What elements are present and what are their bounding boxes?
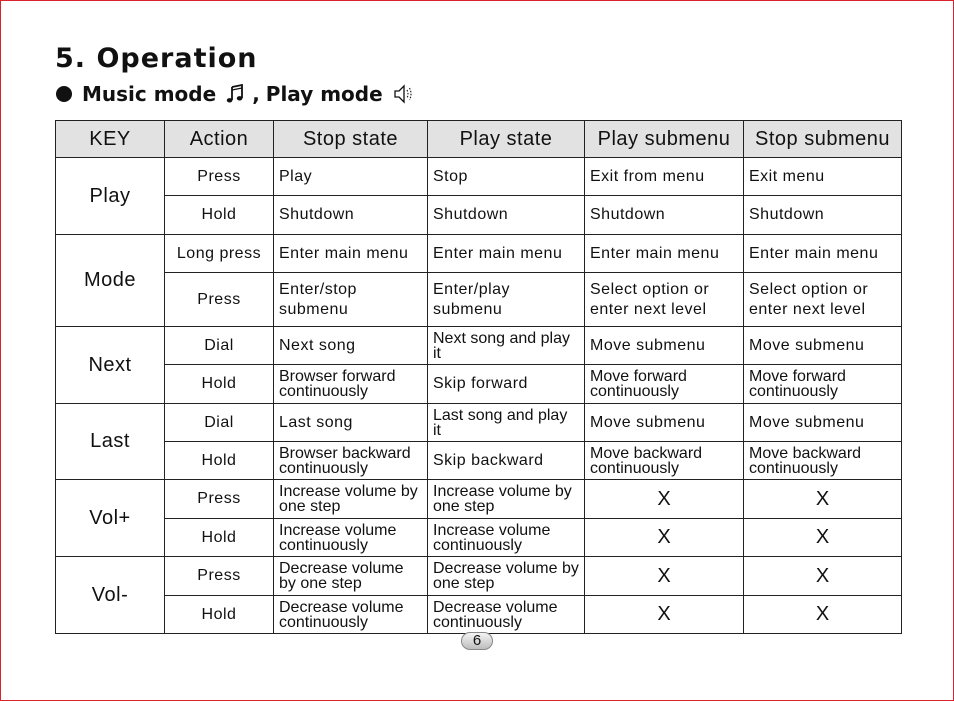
section-heading: 5. Operation <box>55 43 258 74</box>
bullet-icon <box>56 86 72 102</box>
header-play-submenu: Play submenu <box>585 121 744 158</box>
stop-submenu-cell: Move submenu <box>744 327 902 365</box>
table-row <box>56 557 902 596</box>
play-state-cell: Enter main menu <box>428 235 585 273</box>
table-row <box>56 365 902 404</box>
stop-submenu-cell: Select option or enter next level <box>744 273 902 327</box>
stop-state-cell: Enter/stop submenu <box>274 273 428 327</box>
header-key: KEY <box>56 121 165 158</box>
key-vol-up: Vol+ <box>56 480 165 557</box>
play-submenu-cell: Move submenu <box>585 404 744 442</box>
stop-state-cell: Shutdown <box>274 196 428 235</box>
comma-separator: , <box>252 82 260 106</box>
play-state-cell: Last song and play it <box>428 404 585 442</box>
play-submenu-cell: Move forward continuously <box>585 365 744 404</box>
play-submenu-cell: Enter main menu <box>585 235 744 273</box>
play-submenu-cell: X <box>585 480 744 519</box>
header-play-state: Play state <box>428 121 585 158</box>
key-play: Play <box>56 158 165 235</box>
stop-state-cell: Increase volume by one step <box>274 480 428 519</box>
table-row <box>56 327 902 365</box>
stop-state-cell: Play <box>274 158 428 196</box>
action-cell: Hold <box>165 442 274 480</box>
stop-submenu-cell: Enter main menu <box>744 235 902 273</box>
operation-table <box>55 120 902 634</box>
play-submenu-cell: Move submenu <box>585 327 744 365</box>
stop-submenu-cell: Move forward continuously <box>744 365 902 404</box>
action-cell: Press <box>165 480 274 519</box>
play-submenu-cell: Exit from menu <box>585 158 744 196</box>
play-state-cell: Skip backward <box>428 442 585 480</box>
table-row <box>56 235 902 273</box>
table-row <box>56 519 902 557</box>
speaker-icon <box>393 83 413 105</box>
stop-submenu-cell: X <box>744 557 902 596</box>
action-cell: Dial <box>165 327 274 365</box>
stop-submenu-cell: Move backward continuously <box>744 442 902 480</box>
stop-state-cell: Browser forward continuously <box>274 365 428 404</box>
table-header-row <box>56 121 902 158</box>
play-submenu-cell: Select option or enter next level <box>585 273 744 327</box>
music-note-icon <box>226 84 244 104</box>
action-cell: Dial <box>165 404 274 442</box>
action-cell: Press <box>165 557 274 596</box>
action-cell: Hold <box>165 365 274 404</box>
play-state-cell: Skip forward <box>428 365 585 404</box>
header-stop-submenu: Stop submenu <box>744 121 902 158</box>
stop-submenu-cell: X <box>744 596 902 634</box>
play-submenu-cell: Move backward continuously <box>585 442 744 480</box>
table-row <box>56 596 902 634</box>
stop-state-cell: Browser backward continuously <box>274 442 428 480</box>
action-cell: Hold <box>165 519 274 557</box>
table-row <box>56 196 902 235</box>
stop-state-cell: Next song <box>274 327 428 365</box>
mode-subheading <box>56 80 421 108</box>
table-row <box>56 442 902 480</box>
table-row <box>56 273 902 327</box>
stop-state-cell: Last song <box>274 404 428 442</box>
music-mode-label: Music mode <box>82 82 217 106</box>
table-row <box>56 480 902 519</box>
play-submenu-cell: X <box>585 519 744 557</box>
key-last: Last <box>56 404 165 480</box>
stop-state-cell: Decrease volume by one step <box>274 557 428 596</box>
action-cell: Hold <box>165 596 274 634</box>
stop-submenu-cell: Exit menu <box>744 158 902 196</box>
play-state-cell: Decrease volume continuously <box>428 596 585 634</box>
action-cell: Hold <box>165 196 274 235</box>
header-stop-state: Stop state <box>274 121 428 158</box>
play-state-cell: Increase volume by one step <box>428 480 585 519</box>
action-cell: Long press <box>165 235 274 273</box>
stop-state-cell: Decrease volume continuously <box>274 596 428 634</box>
play-state-cell: Decrease volume by one step <box>428 557 585 596</box>
play-submenu-cell: Shutdown <box>585 196 744 235</box>
play-submenu-cell: X <box>585 557 744 596</box>
play-state-cell: Stop <box>428 158 585 196</box>
stop-submenu-cell: Move submenu <box>744 404 902 442</box>
table-row <box>56 404 902 442</box>
action-cell: Press <box>165 273 274 327</box>
play-mode-label: Play mode <box>265 82 383 106</box>
stop-state-cell: Enter main menu <box>274 235 428 273</box>
stop-submenu-cell: Shutdown <box>744 196 902 235</box>
stop-submenu-cell: X <box>744 480 902 519</box>
key-vol-down: Vol- <box>56 557 165 634</box>
play-state-cell: Enter/play submenu <box>428 273 585 327</box>
key-mode: Mode <box>56 235 165 327</box>
header-action: Action <box>165 121 274 158</box>
table-row <box>56 158 902 196</box>
page-number: 6 <box>461 632 493 650</box>
play-state-cell: Increase volume continuously <box>428 519 585 557</box>
stop-state-cell: Increase volume continuously <box>274 519 428 557</box>
play-submenu-cell: X <box>585 596 744 634</box>
action-cell: Press <box>165 158 274 196</box>
play-state-cell: Next song and play it <box>428 327 585 365</box>
key-next: Next <box>56 327 165 404</box>
stop-submenu-cell: X <box>744 519 902 557</box>
play-state-cell: Shutdown <box>428 196 585 235</box>
